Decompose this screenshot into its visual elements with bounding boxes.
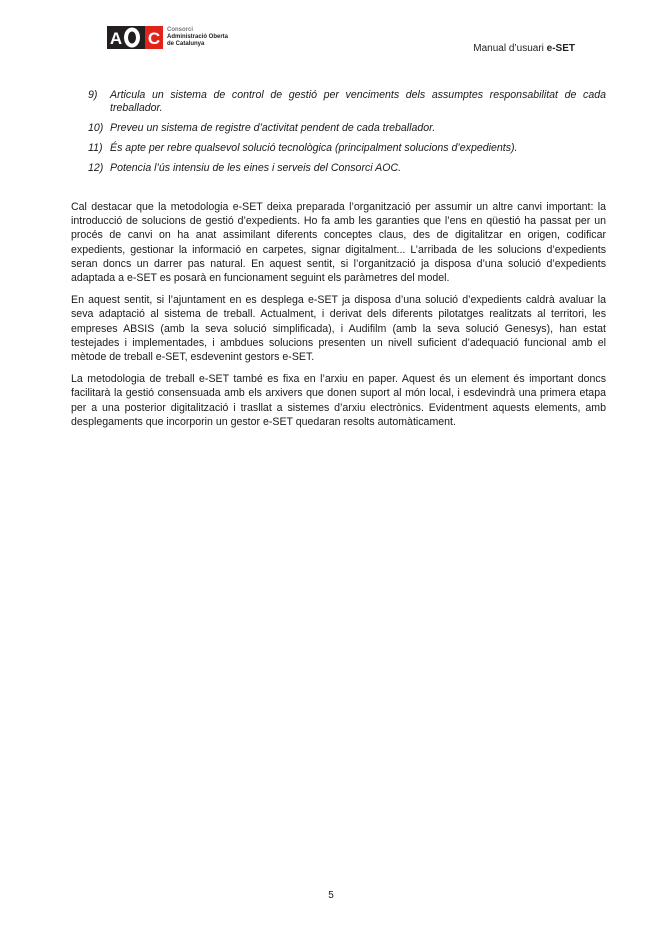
list-item-text: Articula un sistema de control de gestió per venciments dels assumptes responsabilitat de cada treballador. <box>110 89 606 114</box>
list-item-number: 9) <box>88 89 98 101</box>
manual-title-prefix: Manual d’usuari <box>473 43 547 54</box>
list-item-number: 12) <box>88 162 104 174</box>
svg-text:C: C <box>147 29 161 48</box>
list-item-text: Preveu un sistema de registre d’activitat pendent de cada treballador. <box>110 122 436 134</box>
paragraph: La metodologia de treball e-SET també es fixa en l’arxiu en paper. Aquest és un element és important doncs facilitarà la gestió consensuada amb els arxivers que donen suport al món local, i esdevindrà una primera etapa per a una posterior digitalització i trasllat a sistemes d’arxiu electrònics. Evidentment aquests elements, amb desplegaments que incorporin un gestor e-SET quedaran resolts automàticament. <box>71 373 606 428</box>
list-item-number: 11) <box>88 142 103 154</box>
logo-org-line: de Catalunya <box>167 41 205 47</box>
list-item-text: Potencia l’ús intensiu de les eines i serveis del Consorci AOC. <box>110 162 402 174</box>
logo-org-line: Consorci <box>167 27 194 33</box>
list-item <box>88 89 606 115</box>
list-item-text: És apte per rebre qualsevol solució tecnològica (principalment solucions d’expedients). <box>110 142 518 154</box>
logo-org-line: Administració Oberta <box>167 34 229 40</box>
list-item <box>88 162 606 175</box>
feature-list <box>88 89 606 182</box>
list-item <box>88 142 606 155</box>
aoc-logo-mark <box>107 26 163 49</box>
logo-org-name <box>167 27 228 48</box>
svg-text:A: A <box>109 29 123 48</box>
manual-title <box>473 43 575 54</box>
body-text <box>71 200 606 437</box>
aoc-logo <box>107 26 247 52</box>
paragraph: En aquest sentit, si l’ajuntament en es desplega e-SET ja disposa d’una solució d’expedients caldrà avaluar la seva adaptació al sistema de treball. Actualment, i derivat dels diferents pilotatges realitzats al territori, les empreses ABSIS (amb la seva solució simplificada), i Audifilm (amb la seva solució Genesys), han estat testejades i implementades, i ambdues solucions presenten un nivell suficient d’adequació funcional amb el mètode de treball e-SET, esdevenint gestors e-SET. <box>71 294 606 364</box>
list-item <box>88 122 606 135</box>
list-item-number: 10) <box>88 122 104 134</box>
page-number: 5 <box>328 890 334 901</box>
manual-title-product: e-SET <box>546 43 575 54</box>
paragraph: Cal destacar que la metodologia e-SET deixa preparada l’organització per assumir un altre canvi important: la introducció de solucions de gestió d’expedients. Ho fa amb les garanties que l’ens en qüestió ha passat per un procés de canvi on ha anat assimilant diferents conceptes claus, des de digitalitzar en origen, codificar expedients, gestionar la informació en carpetes, signar digitalment... L’arribada de les solucions d’expedients seran doncs un darrer pas natural. En aquest sentit, si l’organització ja disposa d’una solució d’expedients adaptada a e-SET es posarà en funcionament seguint els paràmetres del model. <box>71 201 606 285</box>
